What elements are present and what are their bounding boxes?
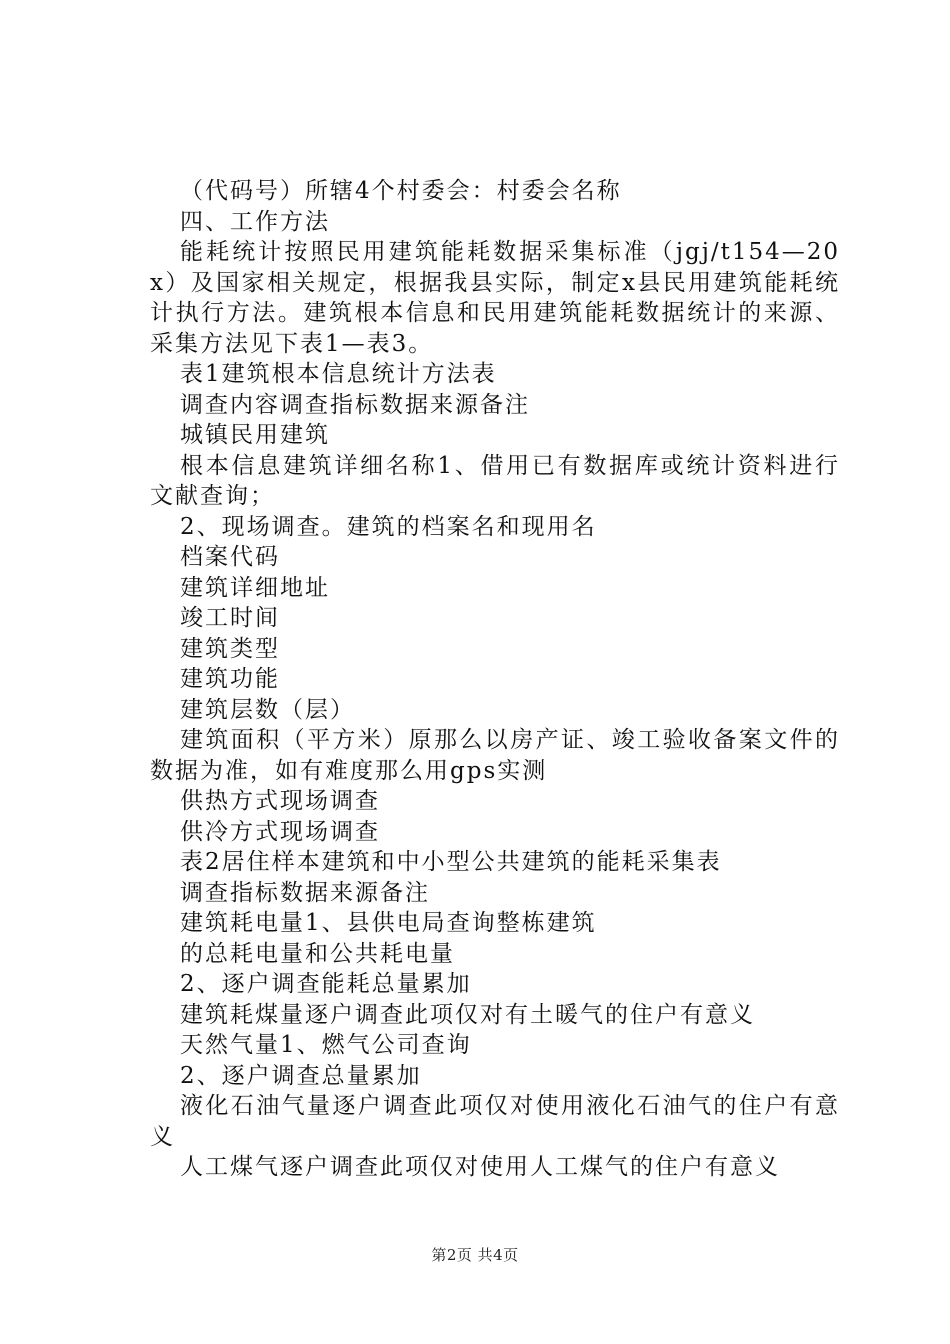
paragraph: 液化石油气量逐户调查此项仅对使用液化石油气的住户有意义 (150, 1093, 840, 1150)
paragraph: 根本信息建筑详细名称1、借用已有数据库或统计资料进行文献查询； (150, 452, 840, 509)
document-body (150, 176, 840, 1183)
page-number-label: 第2页 共4页 (431, 1246, 519, 1264)
paragraph: 2、现场调查。建筑的档案名和现用名 (180, 513, 597, 540)
paragraph: 档案代码 (180, 544, 280, 570)
paragraph: 建筑功能 (180, 666, 280, 692)
paragraph: 天然气量1、燃气公司查询 (180, 1032, 472, 1058)
paragraph: 的总耗电量和公共耗电量 (180, 940, 455, 967)
paragraph: 建筑层数（层） (180, 696, 355, 723)
table-header-line: 调查指标数据来源备注 (180, 879, 430, 906)
paragraph: 供冷方式现场调查 (180, 818, 380, 845)
paragraph: （代码号）所辖4个村委会：村委会名称 (180, 178, 622, 204)
table-caption: 表1建筑根本信息统计方法表 (180, 361, 497, 387)
paragraph: 竣工时间 (180, 605, 280, 631)
paragraph: 能耗统计按照民用建筑能耗数据采集标准（jgj/t154—20x）及国家相关规定，根据我县实际，制定x县民用建筑能耗统计执行方法。建筑根本信息和民用建筑能耗数据统计的来源、采集方法见下表1—表3。 (150, 239, 840, 357)
page-footer (0, 1244, 950, 1265)
paragraph: 城镇民用建筑 (180, 422, 330, 448)
table-caption: 表2居住样本建筑和中小型公共建筑的能耗采集表 (180, 849, 722, 875)
paragraph: 2、逐户调查总量累加 (180, 1062, 422, 1089)
paragraph: 人工煤气逐户调查此项仅对使用人工煤气的住户有意义 (180, 1154, 780, 1180)
paragraph: 建筑面积（平方米）原那么以房产证、竣工验收备案文件的数据为准，如有难度那么用gps实测 (150, 727, 840, 784)
paragraph: 建筑类型 (180, 635, 280, 662)
paragraph: 建筑详细地址 (180, 574, 330, 601)
table-header-line: 调查内容调查指标数据来源备注 (180, 391, 530, 418)
paragraph: 供热方式现场调查 (180, 788, 380, 814)
paragraph: 2、逐户调查能耗总量累加 (180, 971, 472, 997)
paragraph: 建筑耗煤量逐户调查此项仅对有土暖气的住户有意义 (180, 1001, 755, 1028)
paragraph: 建筑耗电量1、县供电局查询整栋建筑 (180, 910, 597, 936)
section-heading: 四、工作方法 (180, 208, 330, 235)
